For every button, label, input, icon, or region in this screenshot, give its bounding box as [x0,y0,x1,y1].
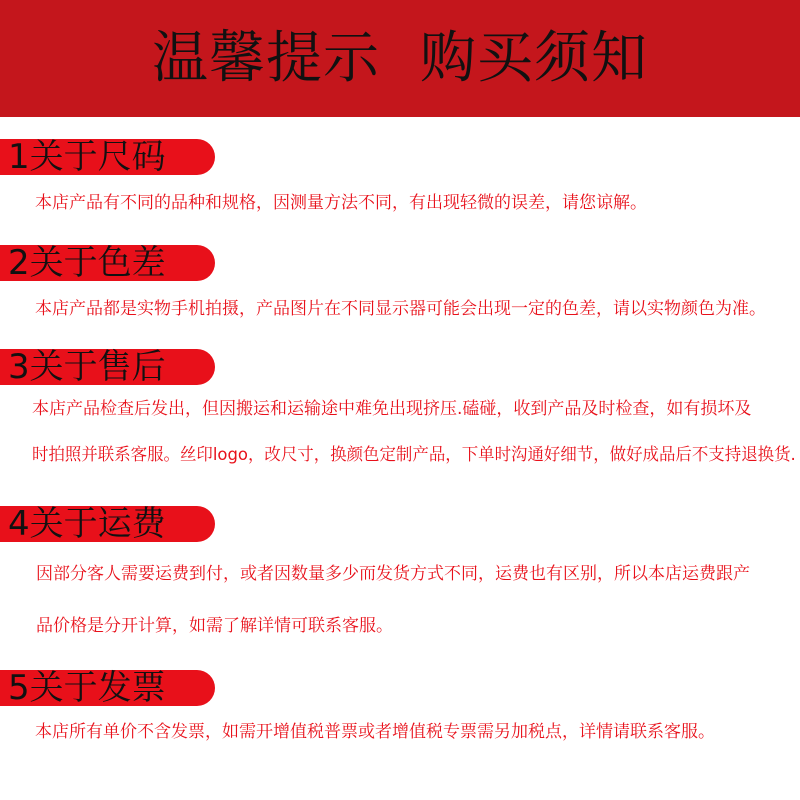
section-color-difference-text-line-1: 本店产品都是实物手机拍摄，产品图片在不同显示器可能会出现一定的色差，请以实物颜色为准。 [35,299,766,319]
title-banner [0,0,800,117]
banner-title-reminder: 温馨提示 [152,26,380,91]
section-header-shipping [0,506,215,542]
section-size-text-line-1: 本店产品有不同的品种和规格，因测量方法不同，有出现轻微的误差，请您谅解。 [35,193,647,213]
section-header-after-sales-label: 3关于售后 [8,347,166,387]
banner-title [0,24,800,94]
section-header-invoice [0,670,215,706]
section-header-invoice-label: 5关于发票 [8,668,166,708]
section-header-size-label: 1关于尺码 [8,137,166,177]
section-header-shipping-label: 4关于运费 [8,504,166,544]
section-invoice-text-line-1: 本店所有单价不含发票，如需开增值税普票或者增值税专票需另加税点，详情请联系客服。 [35,722,715,742]
banner-title-purchase-notice: 购买须知 [420,26,648,91]
section-shipping-text-line-1: 因部分客人需要运费到付，或者因数量多少而发货方式不同，运费也有区别，所以本店运费跟产 [36,564,750,584]
section-header-after-sales [0,349,215,385]
section-header-color-difference [0,245,215,281]
section-header-size [0,139,215,175]
section-after-sales-text-line-2: 时拍照并联系客服。丝印logo，改尺寸，换颜色定制产品，下单时沟通好细节，做好成品后不支持退换货. [32,445,796,465]
section-header-color-difference-label: 2关于色差 [8,243,166,283]
section-after-sales-text-line-1: 本店产品检查后发出，但因搬运和运输途中难免出现挤压.磕碰，收到产品及时检查，如有损坏及 [32,399,752,419]
section-shipping-text-line-2: 品价格是分开计算，如需了解详情可联系客服。 [36,616,393,636]
